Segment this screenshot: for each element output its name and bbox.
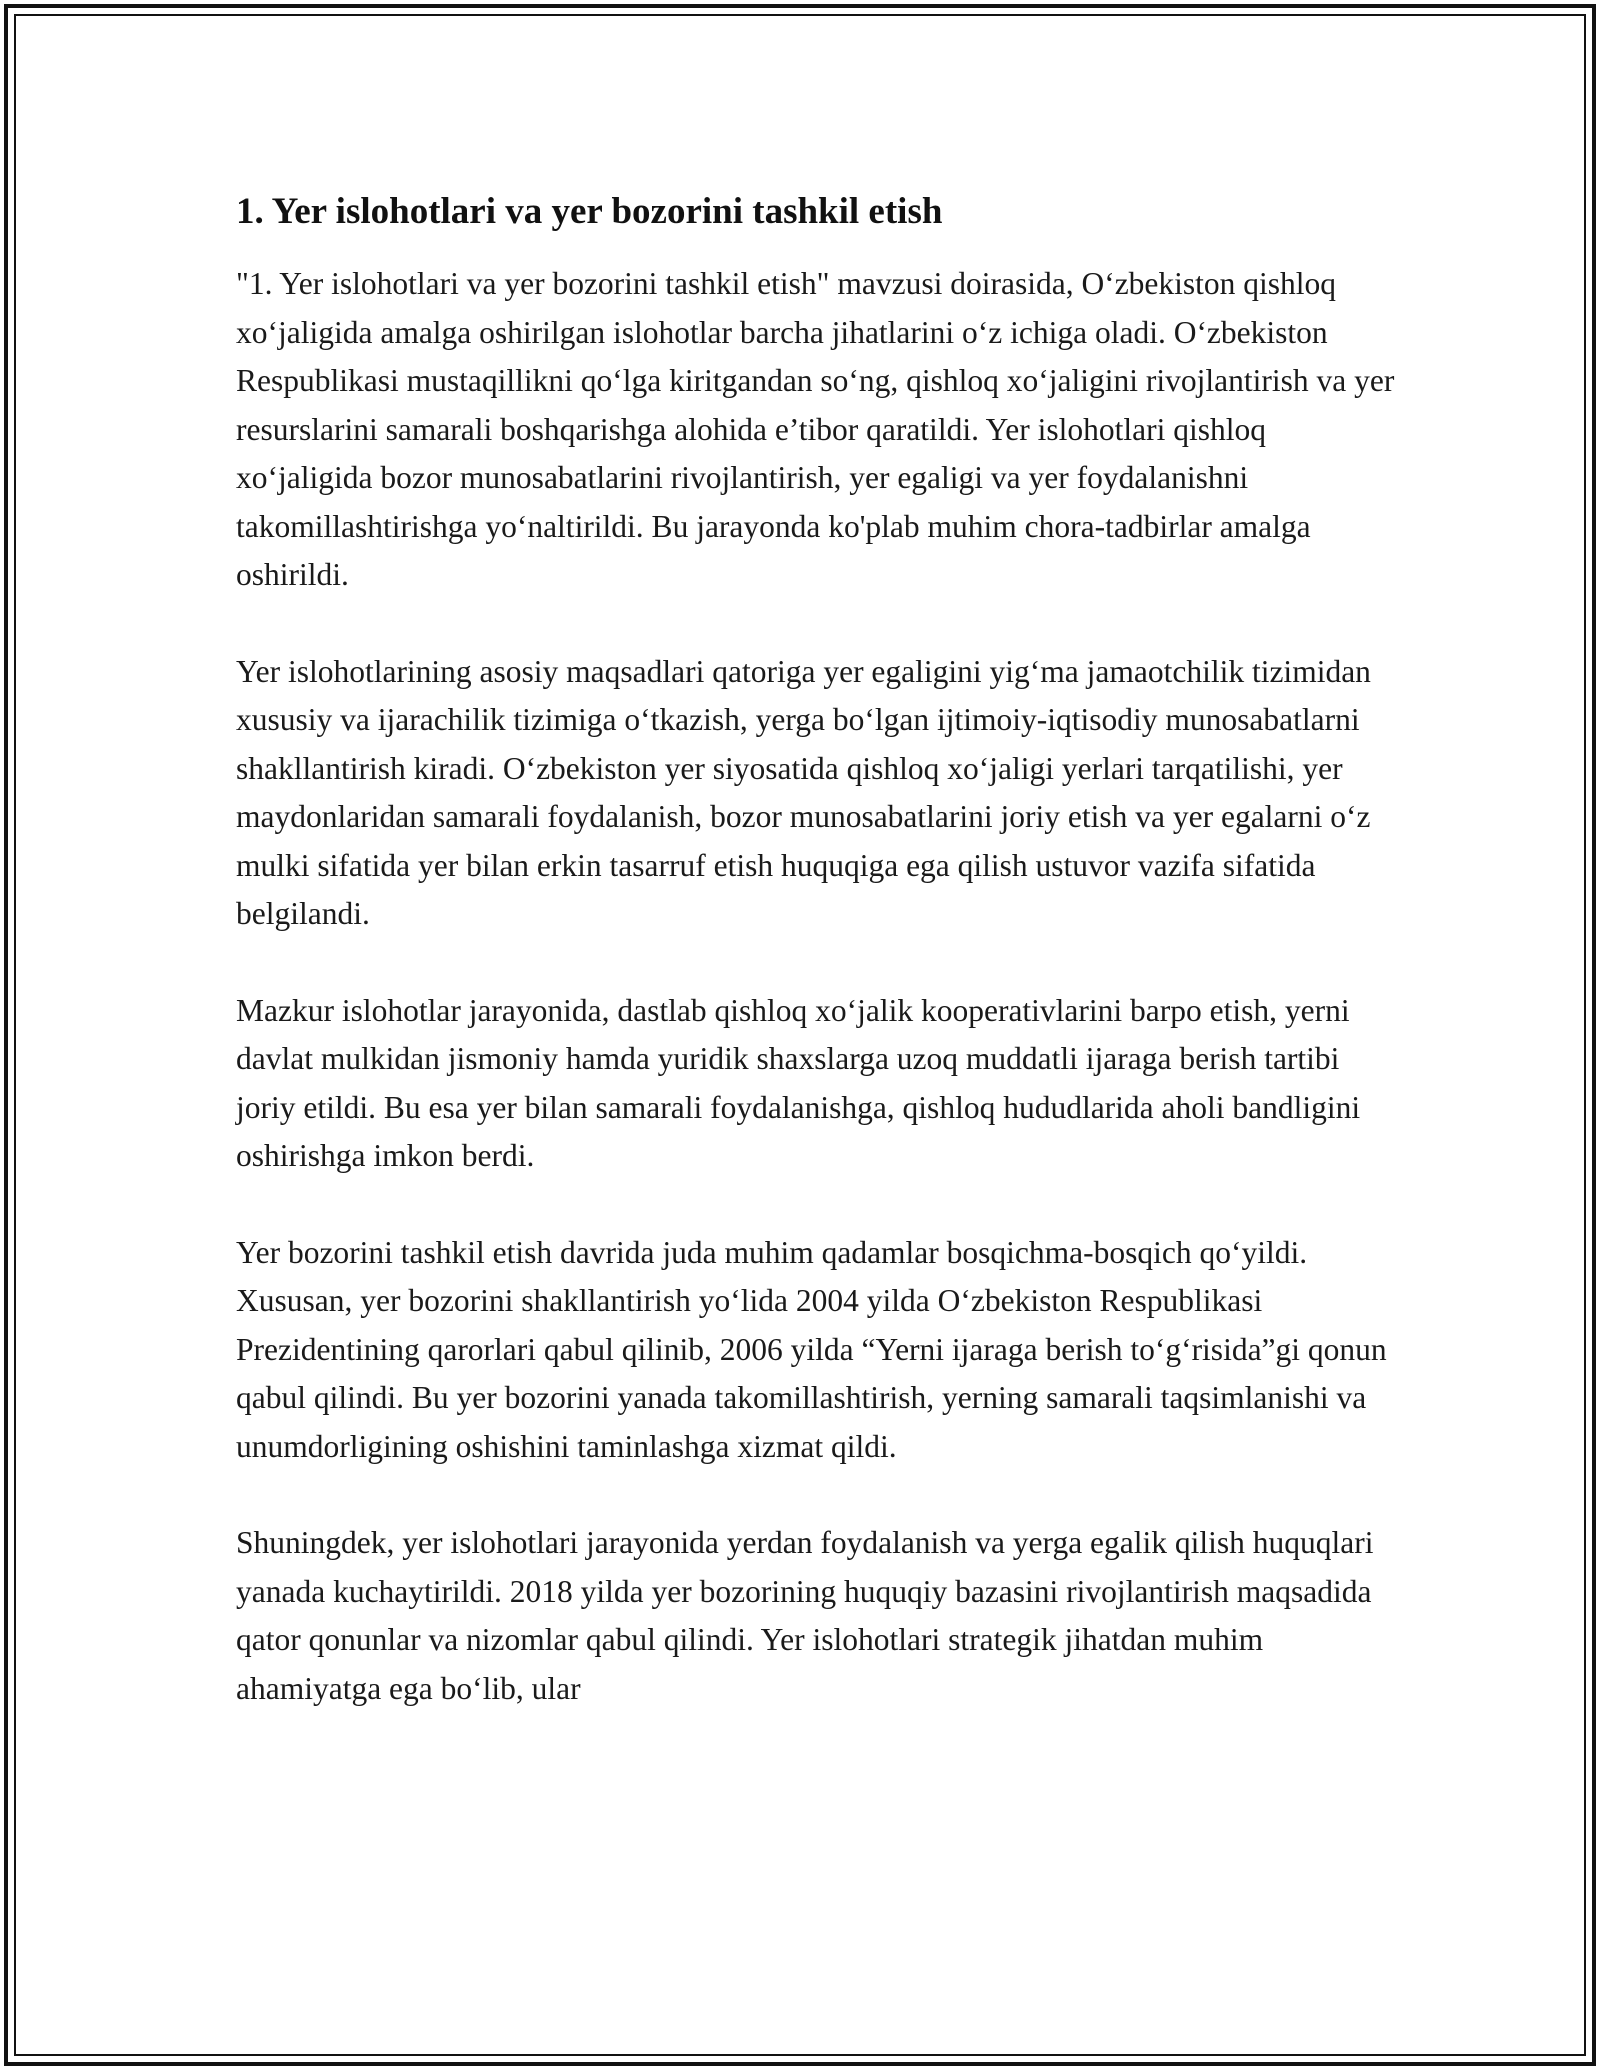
section-heading: 1. Yer islohotlari va yer bozorini tashkil etish: [236, 191, 943, 232]
paragraph-2: Yer islohotlarining asosiy maqsadlari qatoriga yer egaligini yig‘ma jamaotchilik tizimidan xususiy va ijarachilik tizimiga o‘tkazish, yerga bo‘lgan ijtimoiy-iqtisodiy munosabatlarni shakllantirish kiradi. O‘zbekiston yer siyosatida qishloq xo‘jaligi yerlari tarqatilishi, yer maydonlaridan samarali foydalanish, bozor munosabatlarini joriy etish va yer egalarni o‘z mulki sifatida yer bilan erkin tasarruf etish huquqiga ega qilish ustuvor vazifa sifatida belgilandi.: [236, 653, 1371, 931]
paragraph-5: Shuningdek, yer islohotlari jarayonida yerdan foydalanish va yerga egalik qilish huquqlari yanada kuchaytirildi. 2018 yilda yer bozorining huquqiy bazasini rivojlantirish maqsadida qator qonunlar va nizomlar qabul qilindi. Yer islohotlari strategik jihatdan muhim ahamiyatga ega bo‘lib, ular: [236, 1525, 1374, 1706]
paragraph-3: Mazkur islohotlar jarayonida, dastlab qishloq xo‘jalik kooperativlarini barpo etish, yerni davlat mulkidan jismoniy hamda yuridik shaxslarga uzoq muddatli ijaraga berish tartibi joriy etildi. Bu esa yer bilan samarali foydalanishga, qishloq hududlarida aholi bandligini oshirishga imkon berdi.: [236, 992, 1361, 1173]
paragraph-4: Yer bozorini tashkil etish davrida juda muhim qadamlar bosqichma-bosqich qo‘yildi. Xususan, yer bozorini shakllantirish yo‘lida 2004 yilda O‘zbekiston Respublikasi Prezidentining qarorlari qabul qilinib, 2006 yilda “Yerni ijaraga berish to‘g‘risida”gi qonun qabul qilindi. Bu yer bozorini yanada takomillashtirish, yerning samarali taqsimlanishi va unumdorligining oshishini taminlashga xizmat qildi.: [236, 1234, 1387, 1464]
paragraph-1: "1. Yer islohotlari va yer bozorini tashkil etish" mavzusi doirasida, O‘zbekiston qishloq xo‘jaligida amalga oshirilgan islohotlar barcha jihatlarini o‘z ichiga oladi. O‘zbekiston Respublikasi mustaqillikni qo‘lga kiritgandan so‘ng, qishloq xo‘jaligini rivojlantirish va yer resurslarini samarali boshqarishga alohida e’tibor qaratildi. Yer islohotlari qishloq xo‘jaligida bozor munosabatlarini rivojlantirish, yer egaligi va yer foydalanishni takomillashtirishga yo‘naltirildi. Bu jarayonda ko'plab muhim chora-tadbirlar amalga oshirildi.: [236, 266, 1395, 592]
document-body: [236, 180, 1396, 1761]
